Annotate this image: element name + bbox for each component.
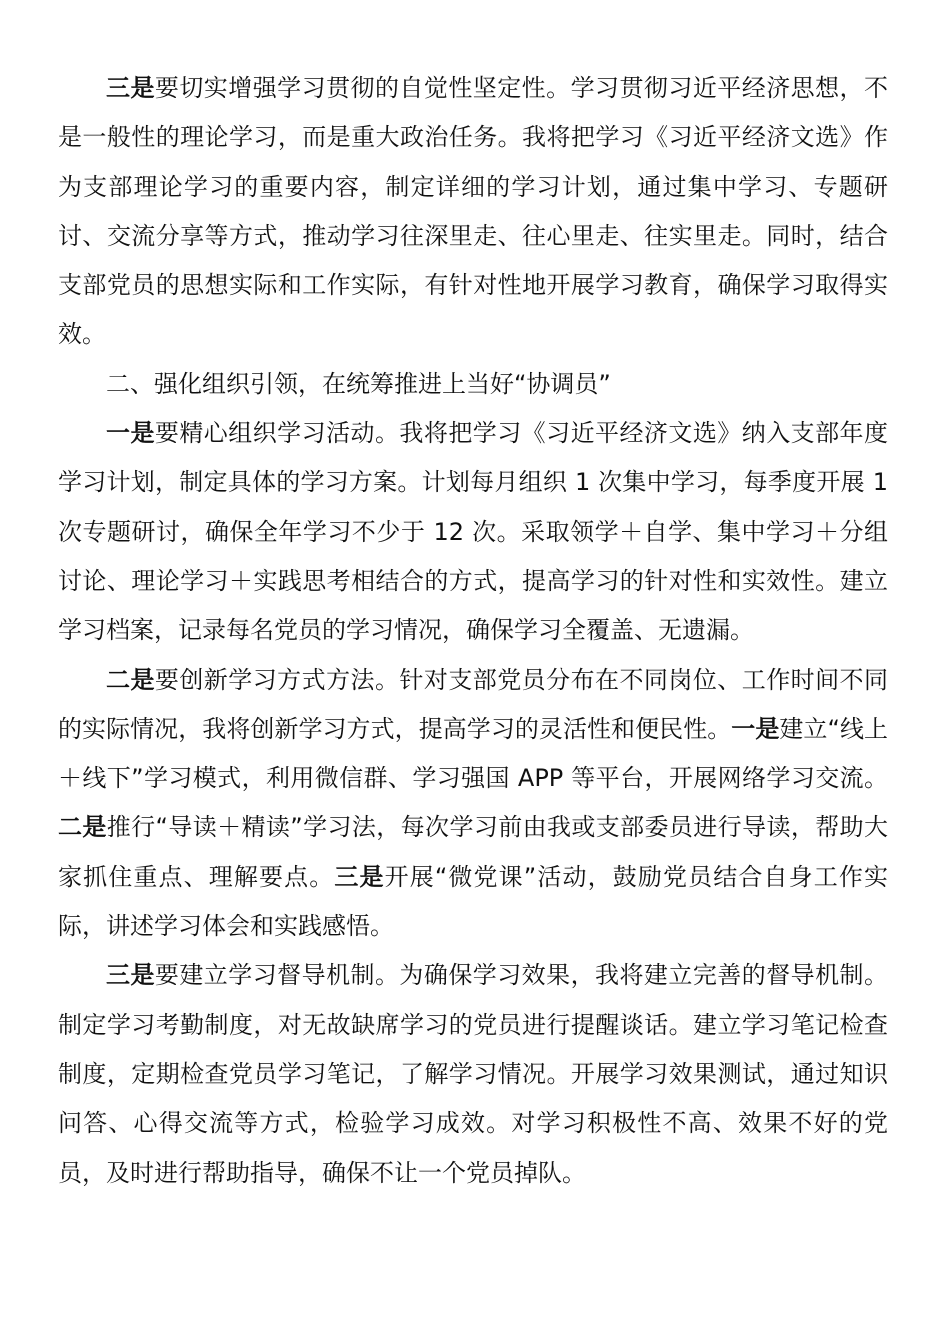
paragraph-3-sub3-text: 开展“微党课”活动，鼓励党员结合自身工作实际，讲述学习体会和实践感悟。	[58, 862, 888, 941]
paragraph-2-lead: 一是	[106, 419, 155, 448]
paragraph-3-text: 要创新学习方式方法。针对支部党员分布在不同岗位、工作时间不同的实际情况，我将创新学习方式，提高学习的灵活性和便民性。	[58, 665, 889, 743]
paragraph-3-sub2-lead: 二是	[58, 813, 107, 842]
paragraph-3-sub3-lead: 三是	[334, 862, 385, 891]
paragraph-4-text: 要建立学习督导机制。为确保学习效果，我将建立完善的督导机制。制定学习考勤制度，对无故缺席学习的党员进行提醒谈话。建立学习笔记检查制度，定期检查党员学习笔记，了解学习情况。开展学习效果测试，通过知识问答、心得交流等方式，检验学习成效。对学习积极性不高、效果不好的党员，及时进行帮助指导，确保不让一个党员掉队。	[58, 961, 889, 1187]
paragraph-2	[58, 409, 888, 655]
paragraph-3-lead: 二是	[106, 665, 155, 694]
document-body	[58, 64, 888, 1198]
paragraph-3-sub1-text: 建立“线上＋线下”学习模式，利用微信群、学习强国 APP 等平台，开展网络学习交流。	[58, 714, 889, 793]
paragraph-4	[58, 951, 888, 1197]
paragraph-4-lead: 三是	[106, 961, 155, 990]
paragraph-2-text: 要精心组织学习活动。我将把学习《习近平经济文选》纳入支部年度学习计划，制定具体的学习方案。计划每月组织 1 次集中学习，每季度开展 1 次专题研讨，确保全年学习不少于 12 次。采取领学＋自学、集中学习＋分组讨论、理论学习＋实践思考相结合的方式，提高学习的针对性和实效性。建立学习档案，记录每名党员的学习情况，确保学习全覆盖、无遗漏。	[58, 419, 889, 645]
paragraph-1	[58, 64, 888, 360]
paragraph-3-sub2-text: 推行“导读＋精读”学习法，每次学习前由我或支部委员进行导读，帮助大家抓住重点、理解要点。	[58, 813, 888, 891]
section-heading-2: 二、强化组织引领，在统筹推进上当好“协调员”	[106, 369, 611, 398]
paragraph-3-sub1-lead: 一是	[731, 714, 780, 743]
paragraph-1-lead: 三是	[106, 74, 155, 102]
paragraph-1-text: 要切实增强学习贯彻的自觉性坚定性。学习贯彻习近平经济思想，不是一般性的理论学习，而是重大政治任务。我将把学习《习近平经济文选》作为支部理论学习的重要内容，制定详细的学习计划，通过集中学习、专题研讨、交流分享等方式，推动学习往深里走、往心里走、往实里走。同时，结合支部党员的思想实际和工作实际，有针对性地开展学习教育，确保学习取得实效。	[58, 74, 889, 349]
paragraph-3	[58, 656, 888, 952]
